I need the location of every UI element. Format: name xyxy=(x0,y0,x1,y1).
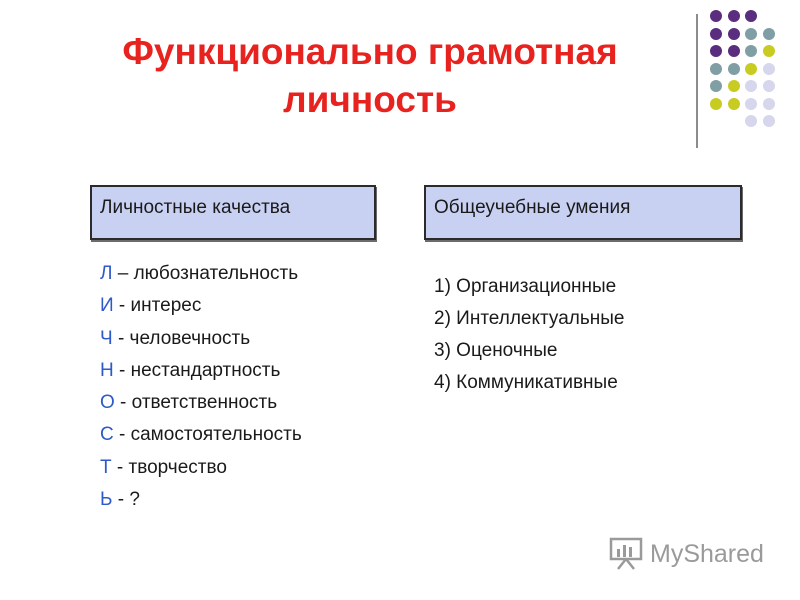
decorative-dot xyxy=(728,10,740,22)
skills-list xyxy=(434,273,624,401)
personal-qualities-label: Личностные качества xyxy=(100,197,291,218)
list-item xyxy=(100,357,302,389)
decorative-dot xyxy=(710,28,722,40)
list-item xyxy=(100,260,302,292)
decorative-dot xyxy=(745,63,757,75)
slide-title-line2: личность xyxy=(283,79,457,120)
personal-qualities-box xyxy=(90,185,376,240)
decorative-dot xyxy=(745,28,757,40)
decorative-dot xyxy=(710,80,722,92)
list-item xyxy=(100,421,302,453)
decorative-dot xyxy=(728,28,740,40)
acrostic-letter: Н xyxy=(100,359,114,381)
decorative-dot xyxy=(745,115,757,127)
decorative-dot xyxy=(763,98,775,110)
list-item xyxy=(100,454,302,486)
decorative-dot xyxy=(763,63,775,75)
decorative-dot xyxy=(710,63,722,75)
presentation-board-icon xyxy=(608,536,646,570)
acrostic-letter: Т xyxy=(100,456,112,478)
decorative-dot xyxy=(763,45,775,57)
decorative-dot xyxy=(763,80,775,92)
decorative-dot xyxy=(745,80,757,92)
decorative-dot xyxy=(728,63,740,75)
list-item xyxy=(100,292,302,324)
qualities-list xyxy=(100,260,302,518)
list-item: 1) Организационные xyxy=(434,276,617,297)
decorative-dot xyxy=(745,98,757,110)
decorative-divider xyxy=(696,14,698,148)
acrostic-letter: Л xyxy=(100,263,113,284)
decorative-dot xyxy=(763,28,775,40)
quality-text: - человечность xyxy=(112,327,251,349)
general-skills-box xyxy=(424,185,742,240)
acrostic-letter: С xyxy=(100,424,114,446)
acrostic-letter: Ь xyxy=(100,489,113,511)
list-item: 4) Коммуникативные xyxy=(434,372,618,393)
list-item: 3) Оценочные xyxy=(434,340,558,361)
slide-title xyxy=(70,28,670,124)
decorative-dot xyxy=(728,80,740,92)
list-item xyxy=(100,486,302,518)
decorative-dot xyxy=(728,45,740,57)
decorative-dot xyxy=(745,45,757,57)
acrostic-letter: И xyxy=(100,295,114,317)
decorative-dot xyxy=(763,115,775,127)
watermark-text: MyShared xyxy=(650,540,764,568)
quality-text: - ответственность xyxy=(114,392,278,414)
list-item: 2) Интеллектуальные xyxy=(434,308,625,329)
acrostic-letter: Ч xyxy=(100,327,113,349)
decorative-dot xyxy=(745,10,757,22)
general-skills-label: Общеучебные умения xyxy=(434,197,631,218)
decorative-dot xyxy=(710,98,722,110)
quality-text: - ? xyxy=(112,489,140,511)
quality-text: – любознательность xyxy=(112,263,299,284)
decorative-dot xyxy=(710,45,722,57)
quality-text: - творчество xyxy=(111,456,227,478)
decorative-dot xyxy=(710,10,722,22)
slide-title-line1: Функционально грамотная xyxy=(122,31,618,72)
quality-text: - самостоятельность xyxy=(113,424,302,446)
acrostic-letter: О xyxy=(100,392,115,414)
decorative-dot xyxy=(728,98,740,110)
myshared-watermark xyxy=(606,536,766,572)
list-item xyxy=(100,389,302,421)
quality-text: - интерес xyxy=(113,295,202,317)
quality-text: - нестандартность xyxy=(113,359,281,381)
list-item xyxy=(100,325,302,357)
